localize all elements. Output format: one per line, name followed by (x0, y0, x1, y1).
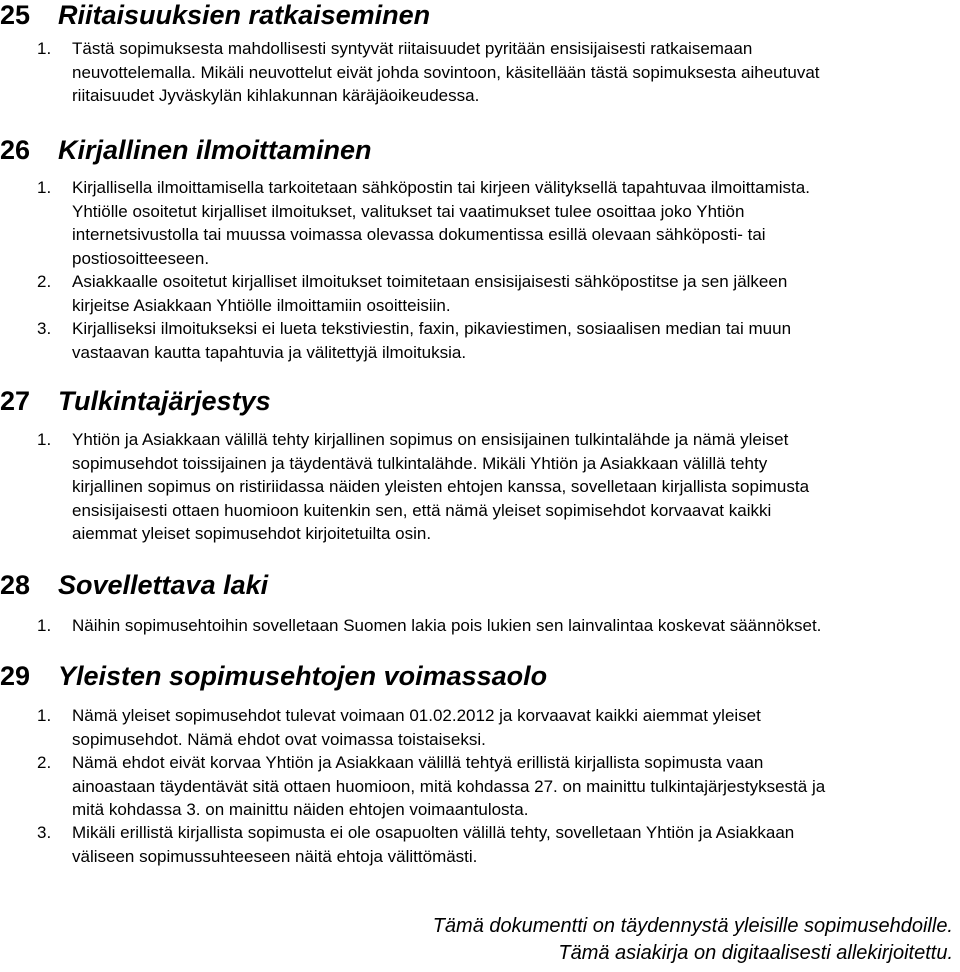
item-text-line: internetsivustolla tai muussa voimassa olevassa dokumentissa esillä olevaan sähköposti- tai (72, 225, 766, 245)
item-text-line: Kirjallisella ilmoittamisella tarkoitetaan sähköpostin tai kirjeen välityksellä tapahtuvaa ilmoittamista. (72, 178, 810, 197)
item-text-line: Mikäli erillistä kirjallista sopimusta ei ole osapuolten välillä tehty, sovelletaan Yhtiön ja Asiakkaan (72, 823, 795, 842)
section-number: 25 (0, 0, 31, 30)
item-number: 2. (37, 753, 52, 772)
section-title: Riitaisuuksien ratkaiseminen (58, 0, 431, 30)
item-text-line: kirjeitse Asiakkaan Yhtiölle ilmoittamiin osoitteisiin. (72, 295, 451, 315)
item-text-line: kirjallinen sopimus on ristiriidassa näiden yleisten ehtojen kanssa, sovelletaan kirjallista sopimusta (72, 477, 810, 497)
list-item (37, 176, 960, 270)
list-item (37, 428, 960, 546)
section-title: Kirjallinen ilmoittaminen (58, 135, 372, 165)
item-text-line: Yhtiön ja Asiakkaan välillä tehty kirjallinen sopimus on ensisijainen tulkintalähde ja nämä yleiset (72, 430, 789, 449)
section-heading (0, 385, 271, 417)
list-item (37, 614, 960, 638)
list-item (37, 751, 960, 822)
section-title: Tulkintajärjestys (58, 386, 271, 416)
list-item (37, 37, 960, 108)
item-number: 1. (37, 430, 52, 449)
item-text-line: vastaavan kautta tapahtuvia ja välitettyjä ilmoituksia. (72, 342, 467, 362)
item-text-line: ainoastaan täydentävät sitä ottaen huomioon, mitä kohdassa 27. on mainittu tulkintajärjestyksestä ja (72, 776, 826, 796)
item-text-line: Tästä sopimuksesta mahdollisesti syntyvät riitaisuudet pyritään ensisijaisesti ratkaisemaan (72, 39, 753, 58)
section-heading (0, 0, 430, 31)
item-text-line: Yhtiölle osoitetut kirjalliset ilmoitukset, valitukset tai vaatimukset tulee osoittaa joko Yhtiön (72, 201, 745, 221)
item-text-line: Kirjalliseksi ilmoitukseksi ei lueta tekstiviestin, faxin, pikaviestimen, sosiaalisen median tai muun (72, 319, 792, 338)
item-text-line: väliseen sopimussuhteeseen näitä ehtoja välittömästi. (72, 846, 478, 866)
footer-note-line-2: Tämä asiakirja on digitaalisesti allekirjoitettu. (558, 942, 953, 964)
section-title: Yleisten sopimusehtojen voimassaolo (58, 661, 548, 691)
section-title: Sovellettava laki (58, 570, 269, 600)
section-heading (0, 134, 372, 166)
item-number: 2. (37, 272, 52, 291)
item-number: 3. (37, 823, 52, 842)
item-text-line: Nämä ehdot eivät korvaa Yhtiön ja Asiakkaan välillä tehtyä erillistä kirjallista sopimusta vaan (72, 753, 764, 772)
item-text-line: Näihin sopimusehtoihin sovelletaan Suomen lakia pois lukien sen lainvalintaa koskevat säännökset. (72, 616, 822, 635)
item-text-line: mitä kohdassa 3. on mainittu näiden ehtojen voimaantulosta. (72, 800, 529, 820)
list-item (37, 270, 960, 317)
item-text-line: aiemmat yleiset sopimusehdot kirjoitetuilta osin. (72, 524, 432, 544)
item-number: 3. (37, 319, 52, 338)
section-number: 29 (0, 661, 31, 691)
list-item (37, 704, 960, 751)
item-text-line: postiosoitteeseen. (72, 248, 210, 268)
item-number: 1. (37, 616, 52, 635)
item-text-line: neuvottelemalla. Mikäli neuvottelut eivät johda sovintoon, käsitellään tästä sopimuksesta aiheutuvat (72, 62, 820, 82)
list-item (37, 317, 960, 364)
section-number: 27 (0, 386, 31, 416)
section-heading (0, 660, 547, 692)
item-text-line: sopimusehdot toissijainen ja täydentävä tulkintalähde. Mikäli Yhtiön ja Asiakkaan välillä tehty (72, 453, 768, 473)
item-text-line: sopimusehdot. Nämä ehdot ovat voimassa toistaiseksi. (72, 729, 486, 749)
item-number: 1. (37, 39, 52, 58)
section-number: 26 (0, 135, 31, 165)
item-text-line: Asiakkaalle osoitetut kirjalliset ilmoitukset toimitetaan ensisijaisesti sähköpostitse ja sen jälkeen (72, 272, 788, 291)
item-text-line: Nämä yleiset sopimusehdot tulevat voimaan 01.02.2012 ja korvaavat kaikki aiemmat yleiset (72, 706, 761, 725)
item-text-line: riitaisuudet Jyväskylän kihlakunnan käräjäoikeudessa. (72, 86, 480, 106)
section-number: 28 (0, 570, 31, 600)
item-number: 1. (37, 706, 52, 725)
item-text-line: ensisijaisesti ottaen huomioon kuitenkin sen, että nämä yleiset sopimisehdot korvaavat kaikki (72, 500, 772, 520)
section-heading (0, 569, 268, 601)
footer-note-line-1: Tämä dokumentti on täydennystä yleisille sopimusehdoille. (432, 915, 953, 937)
list-item (37, 821, 960, 868)
item-number: 1. (37, 178, 52, 197)
